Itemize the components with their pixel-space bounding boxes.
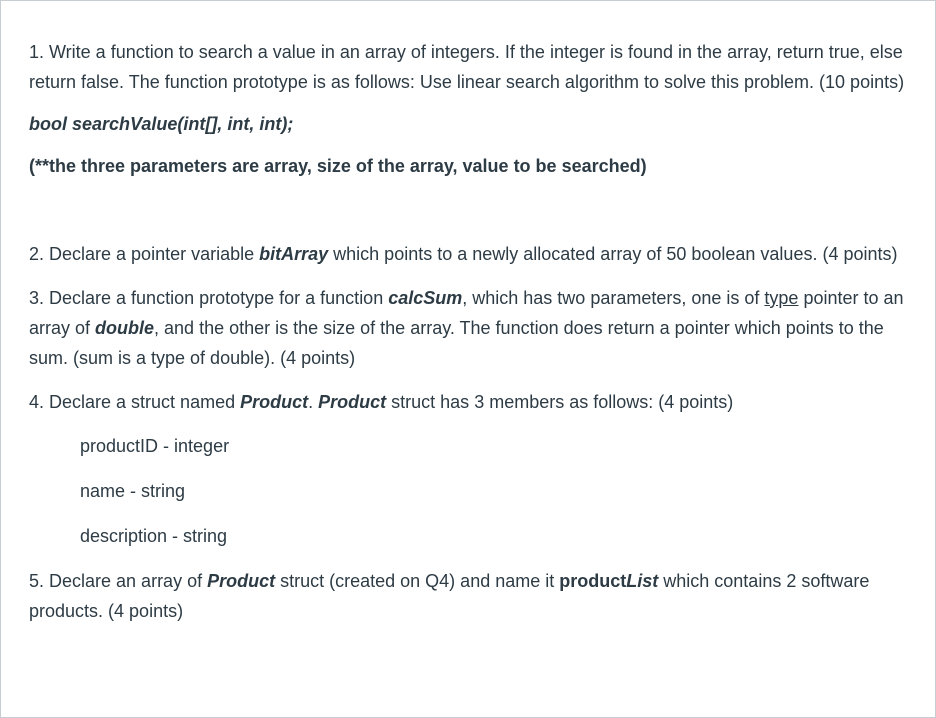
question-2-text-end: which points to a newly allocated array of 50 boolean values. (4 points) — [328, 244, 898, 264]
struct-member-description: description - string — [80, 526, 228, 546]
question-3-text-start: 3. Declare a function prototype for a function — [29, 288, 389, 308]
question-3-text-middle: , which has two parameters, one is of — [462, 288, 765, 308]
function-prototype: bool searchValue(int[], int, int); — [29, 114, 294, 134]
question-4 — [29, 387, 919, 417]
product-term-3: Product — [207, 571, 276, 591]
question-5 — [29, 566, 919, 626]
struct-member-name: name - string — [80, 481, 186, 501]
question-1 — [29, 37, 919, 97]
question-4-text-start: 4. Declare a struct named — [29, 392, 241, 412]
type-word: type — [764, 288, 799, 308]
product-term-2: Product — [318, 392, 387, 412]
question-5-text-end: which contains 2 software products. (4 points) — [29, 571, 870, 621]
calcsum-term: calcSum — [388, 288, 463, 308]
double-term: double — [95, 318, 155, 338]
question-1-text: 1. Write a function to search a value in an array of integers. If the integer is found in the array, return true, else return false. The function prototype is as follows: Use linear search algorithm to solve this problem. (10 points) — [29, 42, 905, 92]
question-5-text-start: 5. Declare an array of — [29, 571, 208, 591]
productlist-term-start: product — [559, 571, 627, 591]
assignment-questions — [29, 37, 919, 626]
question-2-text-start: 2. Declare a pointer variable — [29, 244, 260, 264]
product-term: Product — [240, 392, 309, 412]
question-3 — [29, 283, 919, 373]
question-4-text-end: struct has 3 members as follows: (4 points) — [386, 392, 734, 412]
productlist-term-end: List — [626, 571, 659, 591]
question-4-text-middle: . — [308, 392, 319, 412]
bitarray-term: bitArray — [259, 244, 329, 264]
question-2 — [29, 239, 919, 269]
parameters-note: (**the three parameters are array, size of the array, value to be searched) — [29, 156, 647, 176]
question-5-text-middle: struct (created on Q4) and name it — [275, 571, 560, 591]
question-3-text-middle-2: pointer to an array of — [29, 288, 904, 338]
question-3-text-end: , and the other is the size of the array. The function does return a pointer which points to the sum. (sum is a type of double). (4 points) — [29, 318, 884, 368]
struct-member-productid: productID - integer — [80, 436, 230, 456]
